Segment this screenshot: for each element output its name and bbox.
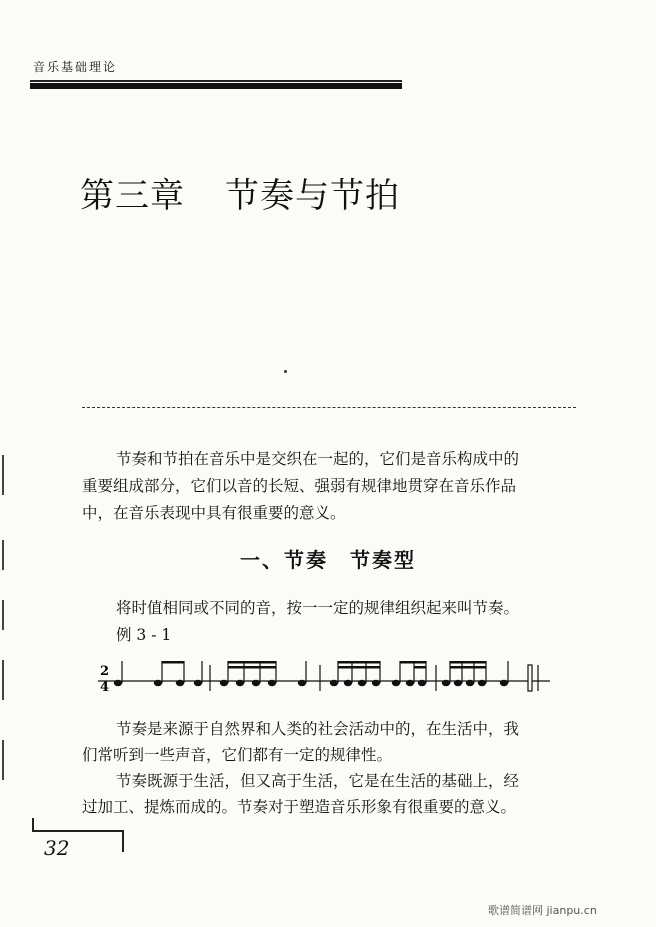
note-head <box>372 680 380 686</box>
note-head <box>478 680 486 686</box>
note-head <box>344 680 352 686</box>
page-number: 32 <box>44 836 70 860</box>
note-head <box>298 680 306 686</box>
header-rule-thick <box>30 83 402 89</box>
beam <box>228 661 276 664</box>
note-head <box>268 680 276 686</box>
dashed-divider <box>82 407 576 408</box>
example-label: 例 3 - 1 <box>116 626 172 644</box>
note-head <box>176 680 184 686</box>
time-sig-bottom: 4 <box>100 680 110 695</box>
note-head <box>406 680 414 686</box>
beam <box>450 661 486 664</box>
note-head <box>220 680 228 686</box>
chapter-name: 节奏与节拍 <box>225 176 400 216</box>
body-p1-line2: 们常听到一些声音，它们都有一定的规律性。 <box>82 746 393 764</box>
body-p1-line1: 节奏是来源于自然界和人类的社会活动中的，在生活中，我 <box>116 720 520 738</box>
scan-margin-mark <box>2 740 4 780</box>
section-title: 一、节奏 节奏型 <box>240 548 416 572</box>
intro-line-2: 重要组成部分，它们以音的长短、强弱有规律地贯穿在音乐作品 <box>82 477 517 495</box>
intro-line-1: 节奏和节拍在音乐中是交织在一起的，它们是音乐构成中的 <box>116 450 520 468</box>
note-head <box>500 680 508 686</box>
beam <box>162 661 184 664</box>
intro-paragraph <box>82 446 582 527</box>
site-watermark: 歌谱简谱网 jianpu.cn <box>488 904 597 917</box>
note-head <box>194 680 202 686</box>
footer-rule <box>32 830 124 832</box>
intro-line-3: 中，在音乐表现中具有很重要的意义。 <box>82 504 346 522</box>
chapter-title <box>80 168 400 217</box>
beam <box>338 661 380 664</box>
rhythm-definition: 将时值相同或不同的音，按一一定的规律组织起来叫节奏。 <box>116 599 520 617</box>
beam <box>228 666 276 669</box>
note-head <box>454 680 462 686</box>
beam <box>338 666 380 669</box>
note-head <box>252 680 260 686</box>
footer-tick-right <box>122 830 124 852</box>
header-rule-thin <box>30 80 402 82</box>
note-head <box>442 680 450 686</box>
note-head <box>154 680 162 686</box>
note-head <box>330 680 338 686</box>
running-header: 音乐基础理论 <box>33 60 118 74</box>
beam <box>450 666 486 669</box>
scan-margin-mark <box>2 600 4 630</box>
chapter-number: 第三章 <box>80 176 185 216</box>
body-paragraphs <box>82 716 602 820</box>
note-head <box>236 680 244 686</box>
body-p2-line1: 节奏既源于生活，但又高于生活，它是在生活的基础上，经 <box>116 772 520 790</box>
scan-margin-mark <box>2 540 4 570</box>
note-head <box>114 680 122 686</box>
final-barline <box>528 665 532 691</box>
note-head <box>466 680 474 686</box>
note-head <box>418 680 426 686</box>
scan-margin-mark <box>2 455 4 495</box>
note-head <box>358 680 366 686</box>
note-head <box>392 680 400 686</box>
body-p2-line2: 过加工、提炼而成的。节奏对于塑造音乐形象有很重要的意义。 <box>82 798 517 816</box>
rhythm-notation <box>98 655 558 697</box>
time-sig-top: 2 <box>100 664 110 679</box>
beam <box>400 661 426 664</box>
scan-margin-mark <box>2 660 4 700</box>
beam <box>414 666 426 669</box>
ornament-dot <box>284 370 287 373</box>
